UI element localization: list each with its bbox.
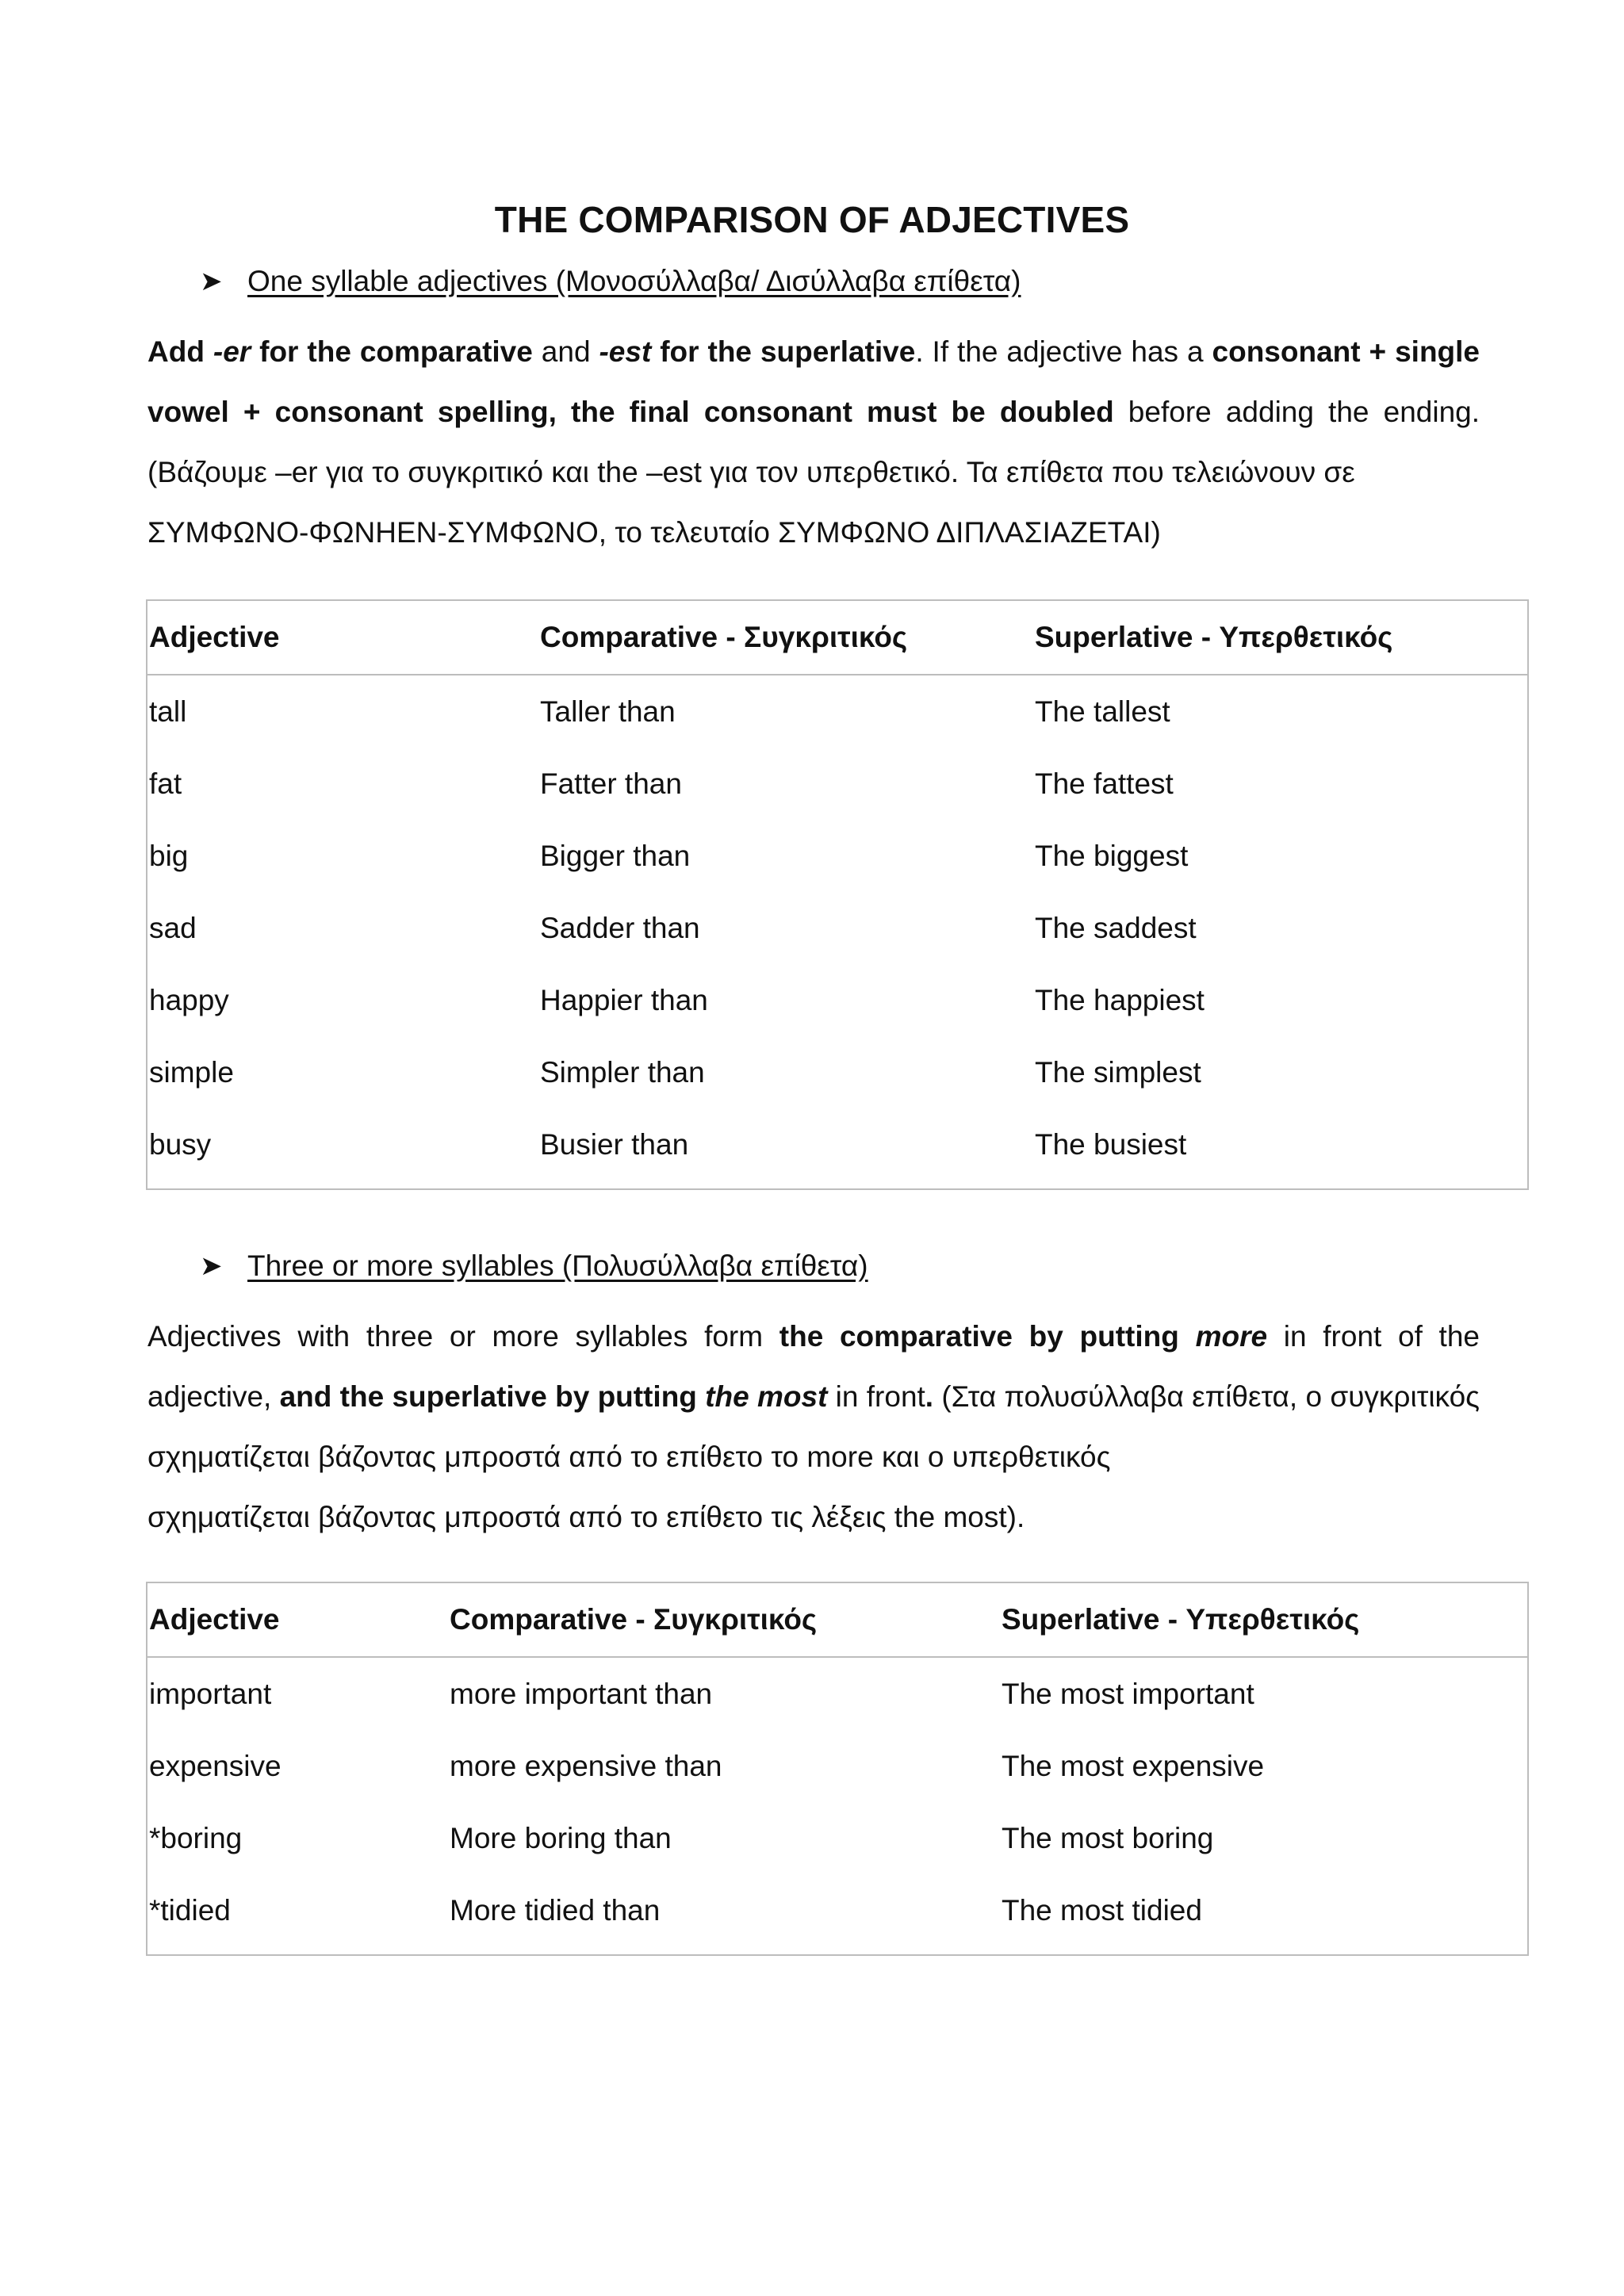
col-header-superlative: Superlative - Υπερθετικός (1000, 1582, 1528, 1657)
para-text: in front (827, 1380, 925, 1413)
cell-adjective: fat (149, 767, 182, 800)
table-row (147, 964, 1528, 1036)
cell-comparative: More boring than (450, 1821, 672, 1854)
table-row (147, 748, 1528, 820)
cell-adjective: simple (149, 1055, 234, 1089)
col-header-comparative: Comparative - Συγκριτικός (538, 600, 1033, 675)
para-last-line: σχηματίζεται βάζοντας μπροστά από το επίθετο τις λέξεις the most). (147, 1501, 1025, 1533)
cell-superlative: The most expensive (1002, 1749, 1265, 1782)
para-bold-text: for the comparative (251, 335, 533, 368)
para-bold-italic-text: more (1195, 1320, 1268, 1353)
table-row (147, 1036, 1528, 1108)
cell-comparative: Taller than (540, 695, 676, 728)
cell-adjective: *boring (149, 1821, 243, 1854)
cell-adjective: expensive (149, 1749, 282, 1782)
page-title: THE COMPARISON OF ADJECTIVES (494, 199, 1130, 240)
section2-paragraph (147, 1307, 1480, 1548)
cell-adjective: happy (149, 983, 229, 1016)
table-row (147, 1802, 1528, 1874)
arrow-bullet-icon: ➤ (200, 1251, 223, 1281)
cell-comparative: more important than (450, 1677, 713, 1710)
cell-comparative: More tidied than (450, 1893, 661, 1927)
para-bold-italic-text: -est (599, 335, 652, 368)
cell-adjective: tall (149, 695, 187, 728)
table-row (147, 1874, 1528, 1955)
table-row (147, 820, 1528, 892)
cell-adjective: *tidied (149, 1893, 231, 1927)
para-text: before adding the ending. (Βάζουμε –er για το συγκριτικό και the –est για τον υπερθετικό. Τα επίθετα που τελειώνουν σε (147, 396, 1480, 488)
para-last-line: ΣΥΜΦΩΝΟ-ΦΩΝΗΕΝ-ΣΥΜΦΩΝΟ, το τελευταίο ΣΥΜΦΩΝΟ ΔΙΠΛΑΣΙΑΖΕΤΑΙ) (147, 516, 1161, 549)
section1-heading (200, 265, 1021, 298)
cell-superlative: The most important (1002, 1677, 1254, 1710)
table-row (147, 675, 1528, 748)
cell-superlative: The fattest (1035, 767, 1174, 800)
section2-heading (200, 1249, 868, 1283)
cell-superlative: The simplest (1035, 1055, 1201, 1089)
para-bold-text: consonant + single vowel + consonant spelling, the final consonant must be doubled (147, 335, 1480, 428)
para-bold-text: for the superlative (651, 335, 916, 368)
multi-syllable-table (146, 1582, 1529, 1956)
cell-adjective: sad (149, 911, 197, 944)
section2-heading-text: Three or more syllables (Πολυσύλλαβα επίθετα) (247, 1249, 868, 1282)
cell-superlative: The most tidied (1002, 1893, 1202, 1927)
cell-comparative: Simpler than (540, 1055, 705, 1089)
section1-heading-text: One syllable adjectives (Μονοσύλλαβα/ Δισύλλαβα επίθετα) (247, 265, 1021, 297)
cell-superlative: The busiest (1035, 1127, 1187, 1161)
cell-adjective: important (149, 1677, 272, 1710)
cell-comparative: Busier than (540, 1127, 689, 1161)
section1-paragraph (147, 322, 1480, 563)
cell-superlative: The most boring (1002, 1821, 1214, 1854)
cell-superlative: The saddest (1035, 911, 1197, 944)
para-bold-text: Add (147, 335, 213, 368)
cell-superlative: The biggest (1035, 839, 1189, 872)
table-header-row (147, 1582, 1528, 1657)
table-row (147, 1657, 1528, 1730)
table-row (147, 892, 1528, 964)
cell-comparative: Fatter than (540, 767, 682, 800)
para-bold-text: the comparative by putting (779, 1320, 1196, 1353)
cell-comparative: Sadder than (540, 911, 700, 944)
para-text: and (532, 335, 599, 368)
para-bold-italic-text: the most (705, 1380, 828, 1413)
para-text: Adjectives with three or more syllables form (147, 1320, 779, 1353)
col-header-comparative: Comparative - Συγκριτικός (448, 1582, 1000, 1657)
para-bold-text: . (925, 1380, 934, 1413)
table-row (147, 1108, 1528, 1189)
para-bold-italic-text: -er (213, 335, 251, 368)
cell-comparative: Happier than (540, 983, 708, 1016)
para-text: (Στα πολυσύλλαβα επίθετα, ο συγκριτικός σχηματίζεται βάζοντας μπροστά από το επίθετο το more και ο υπερθετικός (147, 1380, 1480, 1473)
cell-superlative: The happiest (1035, 983, 1205, 1016)
cell-comparative: more expensive than (450, 1749, 722, 1782)
cell-superlative: The tallest (1035, 695, 1170, 728)
one-syllable-table (146, 599, 1529, 1190)
col-header-superlative: Superlative - Υπερθετικός (1033, 600, 1528, 675)
para-bold-text: and the superlative by putting (279, 1380, 706, 1413)
arrow-bullet-icon: ➤ (200, 266, 223, 297)
col-header-adjective: Adjective (147, 600, 538, 675)
cell-comparative: Bigger than (540, 839, 691, 872)
cell-adjective: busy (149, 1127, 212, 1161)
table-row (147, 1730, 1528, 1802)
col-header-adjective: Adjective (147, 1582, 448, 1657)
para-text: in front of the adjective, (147, 1320, 1480, 1413)
table-header-row (147, 600, 1528, 675)
cell-adjective: big (149, 839, 189, 872)
para-text: . If the adjective has a (915, 335, 1212, 368)
